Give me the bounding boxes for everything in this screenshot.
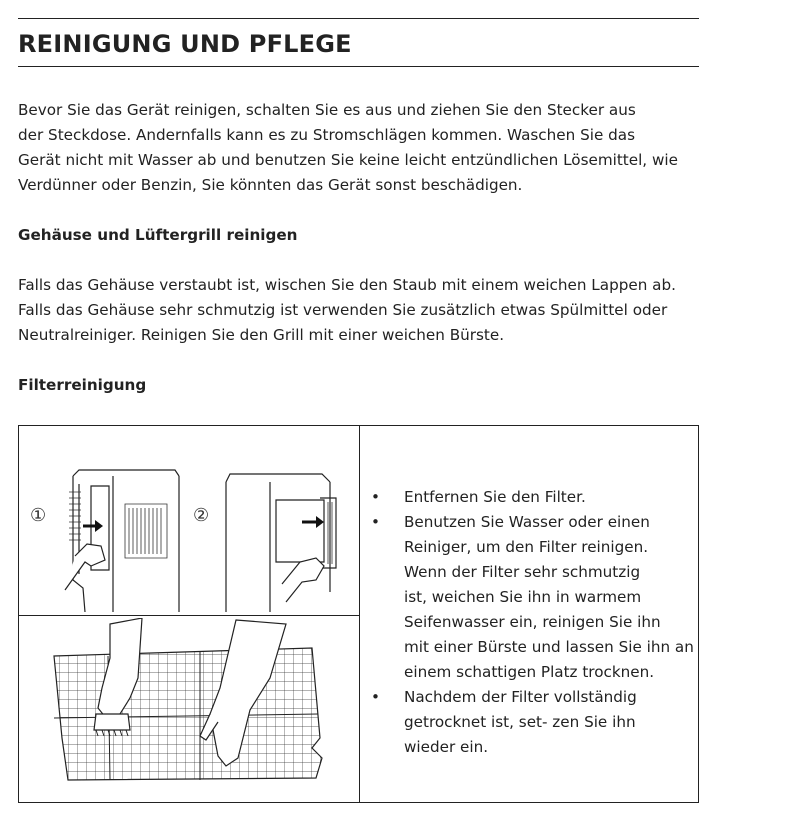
intro-line: Bevor Sie das Gerät reinigen, schalten Sie es aus und ziehen Sie den Stecker aus [18,101,636,119]
top-rule [18,18,699,19]
filter-cleaning-illustration [50,618,340,798]
list-item-line: ist, weichen Sie ihn in warmem [404,588,642,606]
section-heading-housing: Gehäuse und Lüftergrill reinigen [18,226,298,244]
intro-line: Verdünner oder Benzin, Sie könnten das Gerät sonst beschädigen. [18,176,523,194]
table-vertical-divider [359,426,360,802]
table-horizontal-divider [19,615,359,616]
list-item [367,485,694,510]
step-2-label: ② [193,505,210,526]
list-item-line: getrocknet ist, set- zen Sie ihn [404,713,636,731]
list-item-line: einem schattigen Platz trocknen. [404,663,655,681]
list-item-line: Seifenwasser ein, reinigen Sie ihn [404,613,661,631]
title-underline [18,66,699,67]
intro-paragraph [18,98,678,198]
list-item-line: mit einer Bürste und lassen Sie ihn an [404,638,694,656]
intro-line: der Steckdose. Andernfalls kann es zu Stromschlägen kommen. Waschen Sie das [18,126,635,144]
housing-line: Falls das Gehäuse sehr schmutzig ist verwenden Sie zusätzlich etwas Spülmittel oder [18,301,668,319]
list-item-line: wieder ein. [404,738,489,756]
housing-paragraph [18,273,676,348]
page-title: REINIGUNG UND PFLEGE [18,30,352,58]
list-item [367,510,694,685]
filter-removal-illustration-1 [55,462,185,612]
housing-line: Neutralreiniger. Reinigen Sie den Grill mit einer weichen Bürste. [18,326,505,344]
list-item-line: Wenn der Filter sehr schmutzig [404,563,641,581]
bullet-marker: • [371,688,380,706]
intro-line: Gerät nicht mit Wasser ab und benutzen Sie keine leicht entzündlichen Lösemittel, wie [18,151,678,169]
filter-instructions-list [367,485,694,760]
bullet-marker: • [371,488,380,506]
list-item-line: Entfernen Sie den Filter. [404,488,586,506]
list-item-line: Nachdem der Filter vollständig [404,688,637,706]
filter-removal-illustration-2 [220,462,345,612]
list-item [367,685,694,760]
housing-line: Falls das Gehäuse verstaubt ist, wischen Sie den Staub mit einem weichen Lappen ab. [18,276,676,294]
step-1-label: ① [30,505,47,526]
list-item-line: Reiniger, um den Filter reinigen. [404,538,649,556]
section-heading-filter: Filterreinigung [18,376,147,394]
list-item-line: Benutzen Sie Wasser oder einen [404,513,650,531]
bullet-marker: • [371,513,380,531]
